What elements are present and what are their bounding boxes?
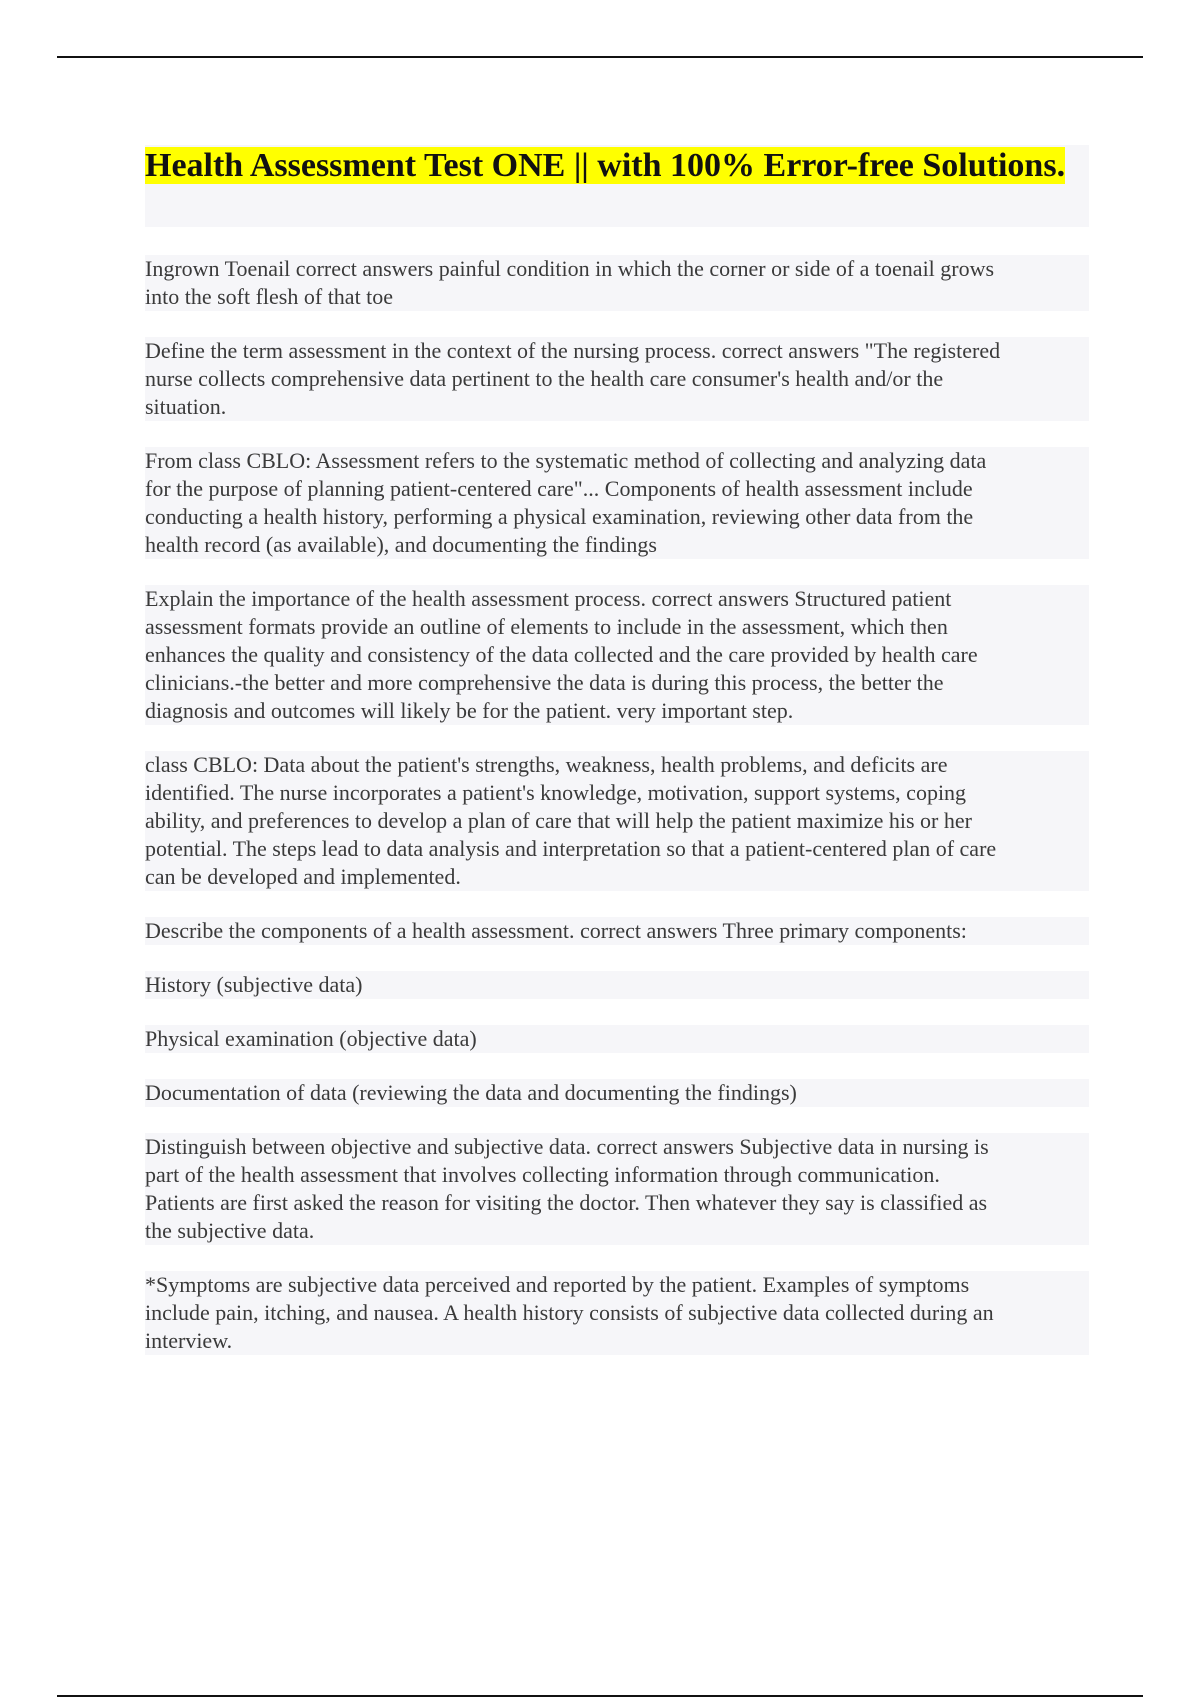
paragraph-cblo-data: class CBLO: Data about the patient's strengths, weakness, health problems, and deficits are identified. The nurse incorporates a patient's knowledge, motivation, support systems, coping ability, and preferences to develop a plan of care that will help the patient maximize his or her potential. The steps lead to data analysis and interpretation so that a patient-centered plan of care can be developed and implemented. xyxy=(145,751,1089,891)
paragraph-history: History (subjective data) xyxy=(145,971,1089,999)
paragraph-components: Describe the components of a health assessment. correct answers Three primary components: xyxy=(145,917,1089,945)
header-rule xyxy=(57,56,1143,58)
footer-rule xyxy=(57,1695,1143,1697)
paragraph-define-assessment: Define the term assessment in the context of the nursing process. correct answers "The registered nurse collects comprehensive data pertinent to the health care consumer's health and/or the situation. xyxy=(145,337,1089,421)
document-body xyxy=(145,145,1089,1381)
paragraph-objective-subjective: Distinguish between objective and subjective data. correct answers Subjective data in nursing is part of the health assessment that involves collecting information through communication. Patients are first asked the reason for visiting the doctor. Then whatever they say is classified as the subjective data. xyxy=(145,1133,1089,1245)
paragraph-physical-exam: Physical examination (objective data) xyxy=(145,1025,1089,1053)
paragraph-documentation: Documentation of data (reviewing the data and documenting the findings) xyxy=(145,1079,1089,1107)
document-title xyxy=(145,145,1089,186)
paragraph-ingrown-toenail: Ingrown Toenail correct answers painful condition in which the corner or side of a toenail grows into the soft flesh of that toe xyxy=(145,255,1089,311)
title-highlight: Health Assessment Test ONE || with 100% Error-free Solutions. xyxy=(145,147,1066,184)
paragraph-importance: Explain the importance of the health assessment process. correct answers Structured patient assessment formats provide an outline of elements to include in the assessment, which then enhances the quality and consistency of the data collected and the care provided by health care clinicians.-the better and more comprehensive the data is during this process, the better the diagnosis and outcomes will likely be for the patient. very important step. xyxy=(145,585,1089,725)
title-block xyxy=(145,145,1089,227)
paragraph-symptoms: *Symptoms are subjective data perceived and reported by the patient. Examples of symptoms include pain, itching, and nausea. A health history consists of subjective data collected during an interview. xyxy=(145,1271,1089,1355)
paragraph-cblo-assessment: From class CBLO: Assessment refers to the systematic method of collecting and analyzing data for the purpose of planning patient-centered care"... Components of health assessment include conducting a health history, performing a physical examination, reviewing other data from the health record (as available), and documenting the findings xyxy=(145,447,1089,559)
